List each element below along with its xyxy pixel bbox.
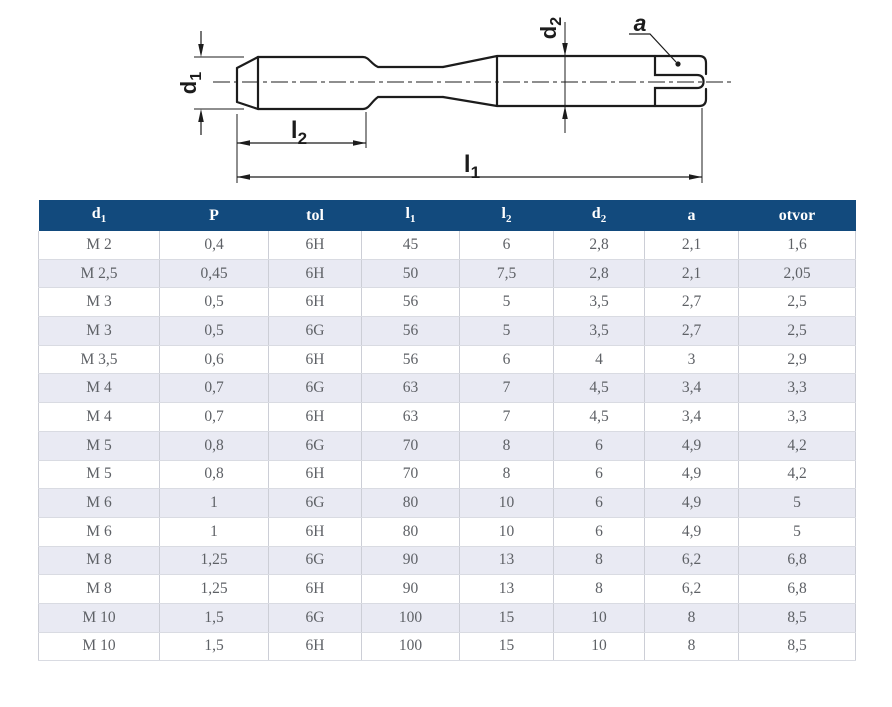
table-cell: 6,8 [739, 575, 856, 604]
table-cell: 3 [645, 345, 739, 374]
table-cell: 4,5 [554, 403, 645, 432]
column-header-d2: $d_2$ [554, 200, 645, 231]
table-cell: 1,25 [160, 575, 269, 604]
table-cell: 2,8 [554, 259, 645, 288]
table-cell: 2,1 [645, 259, 739, 288]
column-header-l1: $l_1$ [362, 200, 460, 231]
table-cell: 6G [269, 317, 362, 346]
table-row [39, 546, 856, 575]
table-body [39, 231, 856, 661]
table-cell: 6,2 [645, 575, 739, 604]
table-cell: 6G [269, 489, 362, 518]
l2-arrow-left [237, 140, 250, 146]
table-cell: 4 [554, 345, 645, 374]
table-cell: 5 [739, 517, 856, 546]
table-cell: 2,5 [739, 288, 856, 317]
table-cell: M 4 [39, 374, 160, 403]
table-cell: 0,5 [160, 288, 269, 317]
table-cell: 6 [554, 489, 645, 518]
table-cell: 6G [269, 431, 362, 460]
table-cell: 10 [460, 517, 554, 546]
table-cell: 6H [269, 460, 362, 489]
table-cell: M 8 [39, 546, 160, 575]
table-cell: 1 [160, 517, 269, 546]
dimensions-table [38, 200, 856, 661]
l2-arrow-right [353, 140, 366, 146]
table-cell: 2,05 [739, 259, 856, 288]
table-cell: 8 [554, 575, 645, 604]
d2-arrow-bottom [562, 106, 568, 119]
table-cell: 4,2 [739, 460, 856, 489]
table-cell: M 3 [39, 317, 160, 346]
table-cell: 90 [362, 575, 460, 604]
table-cell: 8 [645, 603, 739, 632]
table-cell: 63 [362, 374, 460, 403]
table-cell: 2,5 [739, 317, 856, 346]
table-cell: 7 [460, 403, 554, 432]
l1-label: $l_1$ [463, 151, 481, 182]
table-cell: 8,5 [739, 632, 856, 661]
table-cell: 45 [362, 231, 460, 259]
table-row [39, 603, 856, 632]
table-cell: 2,9 [739, 345, 856, 374]
table-cell: 6H [269, 632, 362, 661]
table-cell: 13 [460, 575, 554, 604]
tap-thread-chamfer [237, 57, 258, 109]
tap-thread-and-neck [258, 57, 443, 109]
table-cell: 70 [362, 431, 460, 460]
a-leader-dot [675, 61, 680, 66]
table-cell: 6G [269, 603, 362, 632]
table-cell: 4,5 [554, 374, 645, 403]
table-row [39, 317, 856, 346]
table-cell: 6 [460, 231, 554, 259]
table-cell: 0,45 [160, 259, 269, 288]
table-cell: 3,5 [554, 317, 645, 346]
table-row [39, 231, 856, 259]
table-cell: 3,4 [645, 403, 739, 432]
table-cell: M 8 [39, 575, 160, 604]
table-row [39, 288, 856, 317]
table-cell: 6G [269, 546, 362, 575]
l1-arrow-right [689, 174, 702, 180]
table-cell: 15 [460, 632, 554, 661]
table-cell: 3,3 [739, 403, 856, 432]
a-leader-line [629, 34, 676, 62]
table-cell: 6H [269, 231, 362, 259]
table-row [39, 259, 856, 288]
table-cell: 7,5 [460, 259, 554, 288]
table-cell: 0,4 [160, 231, 269, 259]
table-cell: 0,7 [160, 374, 269, 403]
table-cell: 6H [269, 575, 362, 604]
table-cell: 4,9 [645, 517, 739, 546]
table-cell: 1 [160, 489, 269, 518]
table-cell: 6 [554, 431, 645, 460]
table-cell: 4,2 [739, 431, 856, 460]
table-cell: 10 [554, 603, 645, 632]
table-cell: 6H [269, 288, 362, 317]
column-header-l2: $l_2$ [460, 200, 554, 231]
table-row [39, 632, 856, 661]
table-cell: 6H [269, 259, 362, 288]
table-cell: 56 [362, 288, 460, 317]
table-cell: M 10 [39, 632, 160, 661]
table-cell: M 5 [39, 460, 160, 489]
table-cell: 6,8 [739, 546, 856, 575]
table-cell: 5 [460, 317, 554, 346]
table-cell: 6,2 [645, 546, 739, 575]
table-cell: 2,7 [645, 317, 739, 346]
table-cell: 1,6 [739, 231, 856, 259]
table-cell: 80 [362, 517, 460, 546]
column-header-p: P [160, 200, 269, 231]
d1-label: $d_1$ [176, 71, 205, 95]
table-cell: 15 [460, 603, 554, 632]
column-header-otvor: otvor [739, 200, 856, 231]
table-cell: 5 [460, 288, 554, 317]
tap-taper-and-shank [443, 56, 706, 106]
table-cell: 7 [460, 374, 554, 403]
table-cell: 10 [554, 632, 645, 661]
table-cell: 70 [362, 460, 460, 489]
table-cell: M 2,5 [39, 259, 160, 288]
table-cell: M 10 [39, 603, 160, 632]
table-cell: 6G [269, 374, 362, 403]
table-cell: 56 [362, 317, 460, 346]
d2-label: $d_2$ [536, 16, 565, 40]
table-cell: 5 [739, 489, 856, 518]
table-cell: 90 [362, 546, 460, 575]
table-cell: M 6 [39, 489, 160, 518]
table-cell: 50 [362, 259, 460, 288]
table-cell: 0,7 [160, 403, 269, 432]
l2-label: $l_2$ [290, 117, 308, 148]
table-cell: 0,6 [160, 345, 269, 374]
table-cell: 2,7 [645, 288, 739, 317]
table-cell: M 4 [39, 403, 160, 432]
table-row [39, 431, 856, 460]
table-cell: 6H [269, 403, 362, 432]
table-cell: 2,1 [645, 231, 739, 259]
technical-drawing [0, 0, 892, 196]
table-row [39, 489, 856, 518]
table-cell: 8 [554, 546, 645, 575]
table-cell: M 2 [39, 231, 160, 259]
column-header-d1: $d_1$ [39, 200, 160, 231]
table-cell: 6 [554, 460, 645, 489]
table-cell: 3,3 [739, 374, 856, 403]
table-cell: 56 [362, 345, 460, 374]
table-row [39, 403, 856, 432]
table-cell: 10 [460, 489, 554, 518]
d1-arrow-top [198, 44, 204, 57]
table-cell: M 3 [39, 288, 160, 317]
table-cell: 0,8 [160, 460, 269, 489]
table-cell: 0,5 [160, 317, 269, 346]
table-cell: M 3,5 [39, 345, 160, 374]
table-cell: 80 [362, 489, 460, 518]
d1-arrow-bottom [198, 109, 204, 122]
d2-arrow-top [562, 43, 568, 56]
table-row [39, 517, 856, 546]
table-cell: 4,9 [645, 431, 739, 460]
table-row [39, 575, 856, 604]
table-cell: 1,5 [160, 632, 269, 661]
table-cell: 8 [460, 431, 554, 460]
table-cell: 3,5 [554, 288, 645, 317]
l1-arrow-left [237, 174, 250, 180]
column-header-a: a [645, 200, 739, 231]
table-cell: 6 [460, 345, 554, 374]
table-cell: 6H [269, 517, 362, 546]
table-cell: 4,9 [645, 460, 739, 489]
table-cell: M 6 [39, 517, 160, 546]
table-cell: 0,8 [160, 431, 269, 460]
table-cell: 8,5 [739, 603, 856, 632]
table-cell: 2,8 [554, 231, 645, 259]
table-cell: 63 [362, 403, 460, 432]
table-cell: 13 [460, 546, 554, 575]
table-cell: 6H [269, 345, 362, 374]
table-cell: 1,5 [160, 603, 269, 632]
table-row [39, 374, 856, 403]
table-cell: 1,25 [160, 546, 269, 575]
table-row [39, 460, 856, 489]
table-cell: 100 [362, 632, 460, 661]
table-cell: 4,9 [645, 489, 739, 518]
table-row [39, 345, 856, 374]
a-label: a [633, 10, 647, 36]
table-cell: M 5 [39, 431, 160, 460]
table-cell: 3,4 [645, 374, 739, 403]
table-cell: 6 [554, 517, 645, 546]
table-cell: 8 [645, 632, 739, 661]
table-header-row [39, 200, 856, 231]
table-cell: 100 [362, 603, 460, 632]
table-cell: 8 [460, 460, 554, 489]
column-header-tol: tol [269, 200, 362, 231]
